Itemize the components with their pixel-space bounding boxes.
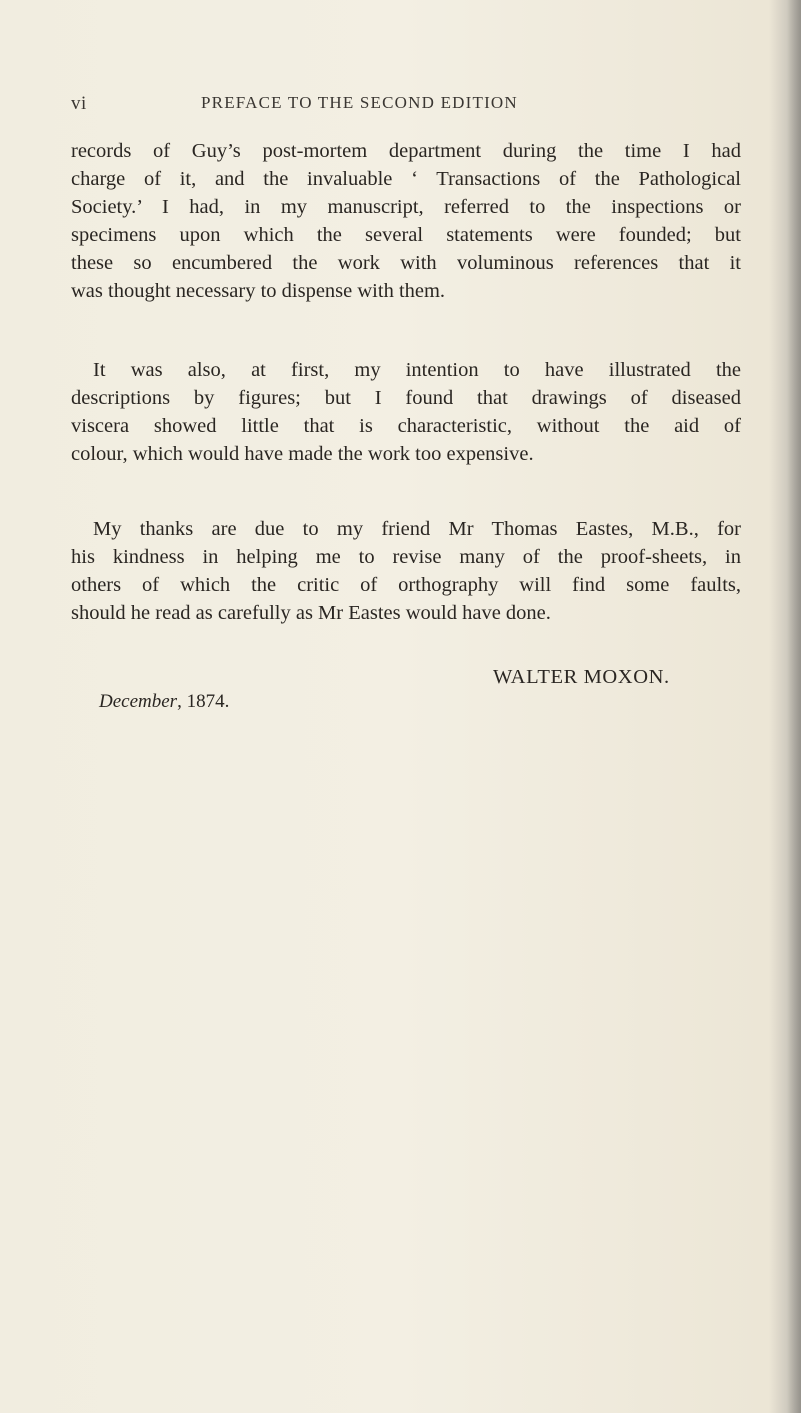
- paragraph-3: [71, 515, 741, 627]
- text-line: his kindness in helping me to revise many of the proof-sheets, in: [71, 546, 741, 568]
- text-line: should he read as carefully as Mr Eastes would have done.: [71, 602, 551, 624]
- text-line: viscera showed little that is characteristic, without the aid of: [71, 415, 741, 437]
- text-line: others of which the critic of orthography will find some faults,: [71, 574, 741, 596]
- text-line: Society.’ I had, in my manuscript, referred to the inspections or: [71, 196, 741, 218]
- text-line: colour, which would have made the work too expensive.: [71, 443, 534, 465]
- text-line: descriptions by figures; but I found that drawings of diseased: [71, 387, 741, 409]
- paragraph-1: [71, 137, 741, 305]
- paragraph-2: [71, 356, 741, 468]
- page-edge-shadow: [787, 0, 801, 1413]
- dateline-month: December: [99, 691, 178, 712]
- dateline: [99, 691, 229, 713]
- text-line: It was also, at first, my intention to have illustrated the: [93, 359, 741, 381]
- text-line: charge of it, and the invaluable ‘ Transactions of the Pathological: [71, 168, 741, 190]
- text-line: these so encumbered the work with voluminous references that it: [71, 252, 741, 274]
- text-line: records of Guy’s post-mortem department during the time I had: [71, 140, 741, 162]
- running-head: [71, 93, 631, 117]
- author-signature: WALTER MOXON.: [493, 666, 670, 688]
- running-title: PREFACE TO THE SECOND EDITION: [201, 93, 518, 112]
- text-line: My thanks are due to my friend Mr Thomas Eastes, M.B., for: [93, 518, 741, 540]
- text-line: was thought necessary to dispense with them.: [71, 280, 446, 302]
- dateline-year: , 1874.: [177, 691, 230, 712]
- text-line: specimens upon which the several statements were founded; but: [71, 224, 741, 246]
- page-number: vi: [71, 93, 87, 114]
